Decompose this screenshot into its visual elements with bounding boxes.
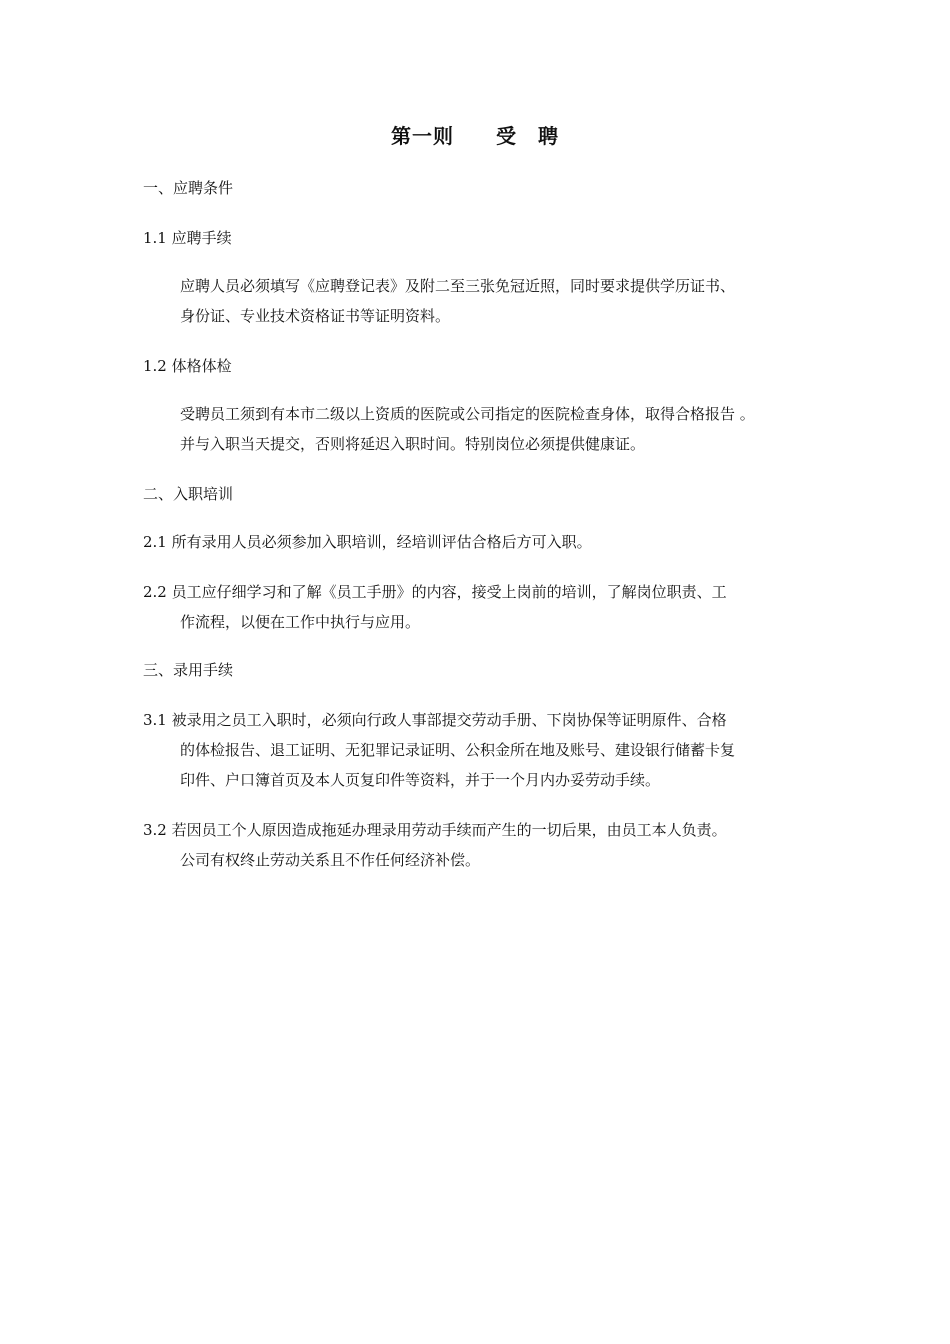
paragraph-3-2-line-2: 公司有权终止劳动关系且不作任何经济补偿。 (180, 851, 481, 869)
paragraph-2-2-line-2: 作流程，以便在工作中执行与应用。 (180, 613, 421, 631)
paragraph-1-2-line-2: 并与入职当天提交，否则将延迟入职时间。特别岗位必须提供健康证。 (180, 435, 646, 453)
paragraph-2-2-line-1: 2.2 员工应仔细学习和了解《员工手册》的内容，接受上岗前的培训，了解岗位职责、工 (143, 583, 727, 601)
paragraph-3-1-line-2: 的体检报告、退工证明、无犯罪记录证明、公积金所在地及账号、建设银行储蓄卡复 (180, 741, 736, 759)
paragraph-1-1-line-2: 身份证、专业技术资格证书等证明资料。 (180, 307, 451, 325)
paragraph-3-1-line-3: 印件、户口簿首页及本人页复印件等资料，并于一个月内办妥劳动手续。 (180, 771, 661, 789)
subsection-heading-1-2: 1.2 体格体检 (143, 357, 232, 375)
paragraph-1-1-line-1: 应聘人员必须填写《应聘登记表》及附二至三张免冠近照，同时要求提供学历证书、 (180, 277, 736, 295)
section-heading-2: 二、入职培训 (143, 485, 234, 503)
section-heading-3: 三、录用手续 (143, 661, 234, 679)
paragraph-2-1-line-1: 2.1 所有录用人员必须参加入职培训，经培训评估合格后方可入职。 (143, 533, 592, 551)
subsection-heading-1-1: 1.1 应聘手续 (143, 229, 232, 247)
paragraph-3-1-line-1: 3.1 被录用之员工入职时，必须向行政人事部提交劳动手册、下岗协保等证明原件、合格 (143, 711, 727, 729)
document-title: 第一则 受 聘 (391, 124, 559, 148)
section-heading-1: 一、应聘条件 (143, 179, 234, 197)
paragraph-3-2-line-1: 3.2 若因员工个人原因造成拖延办理录用劳动手续而产生的一切后果，由员工本人负责。 (143, 821, 727, 839)
paragraph-1-2-line-1: 受聘员工须到有本市二级以上资质的医院或公司指定的医院检查身体，取得合格报告 。 (180, 405, 755, 423)
